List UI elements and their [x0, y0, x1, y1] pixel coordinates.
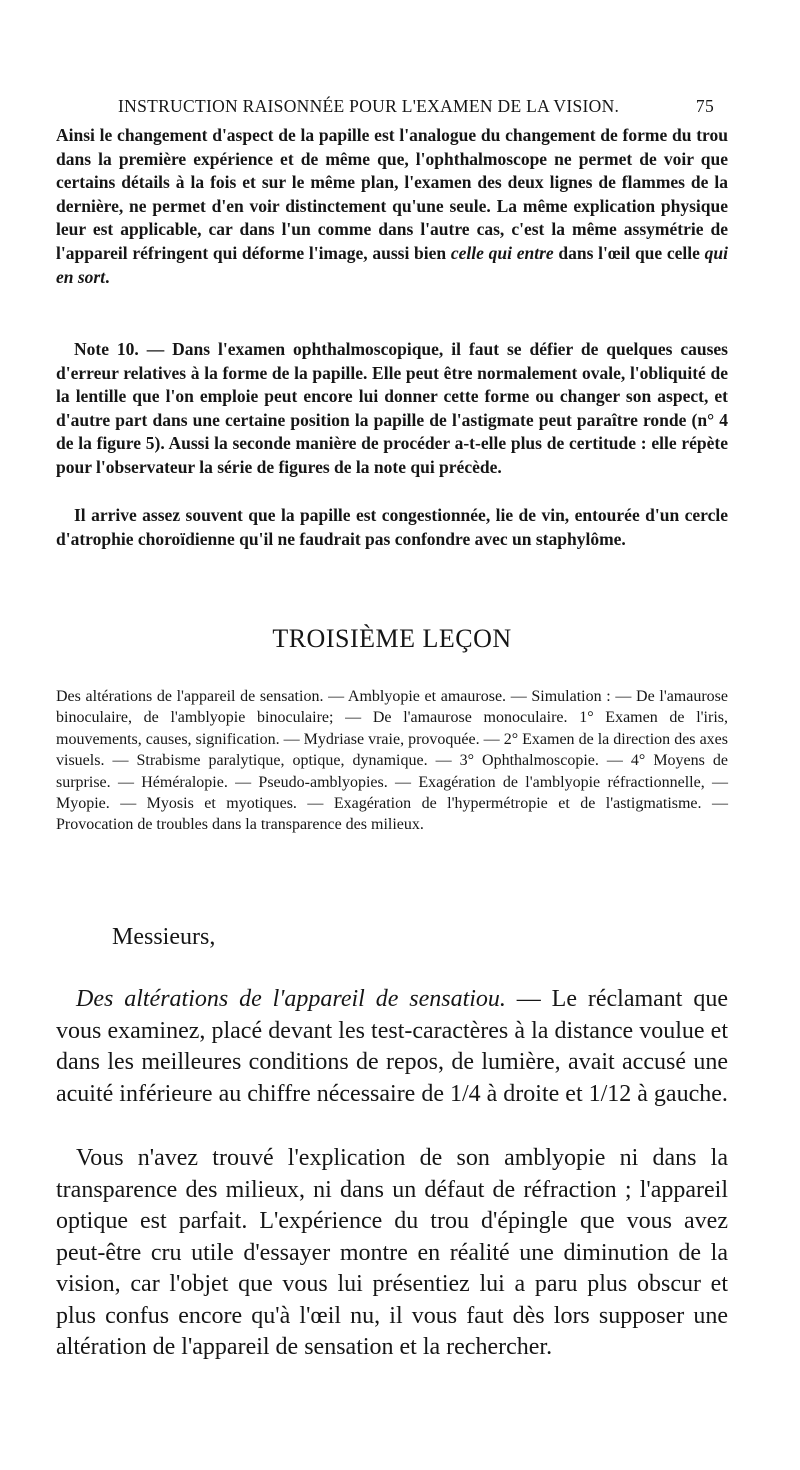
body-paragraph-2	[56, 1143, 728, 1364]
running-title: INSTRUCTION RAISONNÉE POUR L'EXAMEN DE LA VISION.	[118, 96, 620, 116]
note-10-text: Note 10. — Dans l'examen ophthalmoscopique, il faut se défier de quelques causes d'erreur relatives à la forme de la papille. Elle peut être normalement ovale, l'obliquité de la lentille que l'on emploie peut encore lui donner cette forme ou changer son aspect, et d'autre part dans une certaine position la papille de l'astigmate peut paraître ronde (n° 4 de la figure 5). Aussi la seconde manière de procéder a-t-elle plus de certitude : elle répète pour l'observateur la série de figures de la note qui précède.	[56, 339, 728, 477]
section-lead-title: Des altérations de l'appareil de sensatiou.	[76, 986, 506, 1012]
intro-text	[56, 124, 728, 289]
intro-text-c: .	[105, 266, 110, 287]
body-paragraph-1-text	[56, 984, 728, 1110]
page-number: 75	[695, 96, 714, 116]
lesson-summary: Des altérations de l'appareil de sensation. — Amblyopie et amaurose. — Simulation : — De l'amaurose binoculaire, de l'amblyopie binoculaire; — De l'amaurose monoculaire. 1° Examen de l'iris, mouvements, causes, signification. — Mydriase vraie, provoquée. — 2° Examen de la direction des axes visuels. — Strabisme paralytique, optique, dynamique. — 3° Ophthalmoscopie. — 4° Moyens de surprise. — Héméralopie. — Pseudo-amblyopies. — Exagération de l'amblyopie réfractionnelle, — Myopie. — Myosis et myotiques. — Exagération de l'hypermétropie et de l'astigmatisme. — Provocation de troubles dans la transparence des milieux.	[56, 688, 728, 834]
body-paragraph-1	[56, 984, 728, 1110]
lesson-title: TROISIÈME LEÇON	[272, 624, 512, 653]
intro-italic-1: celle qui entre	[450, 242, 554, 263]
intro-paragraph	[56, 124, 728, 289]
intro-text-a: Ainsi le changement d'aspect de la papille est l'analogue du changement de forme du trou dans la première expérience et de même que, l'ophthalmoscope ne permet de voir que certains détails à la fois et sur le même plan, l'examen des deux lignes de flammes de la dernière, ne permet d'en voir distinctement qu'une seule. La même explication physique leur est applicable, car dans l'un comme dans l'autre cas, c'est la même assymétrie de l'appareil réfringent qui déforme l'image, aussi bien	[56, 125, 728, 263]
intro-text-b: dans l'œil que celle	[553, 242, 705, 263]
greeting: Messieurs,	[112, 924, 216, 950]
body-paragraph-2-text: Vous n'avez trouvé l'explication de son amblyopie ni dans la transparence des milieux, ni dans un défaut de réfraction ; l'appareil optique est parfait. L'expérience du trou d'épingle que vous avez peut-être cru utile d'essayer montre en réalité une diminution de la vision, car l'objet que vous lui présentiez lui a paru plus obscur et plus confus encore qu'à l'œil nu, il vous faut dès lors supposer une altération de l'appareil de sensation et la rechercher.	[56, 1145, 728, 1360]
intro-italic-2: qui en sort	[56, 242, 729, 287]
running-header	[118, 96, 714, 117]
papille-paragraph	[56, 504, 728, 551]
papille-text: Il arrive assez souvent que la papille est congestionnée, lie de vin, entourée d'un cercle d'atrophie choroïdienne qu'il ne faudrait pas confondre avec un staphylôme.	[56, 505, 728, 549]
note-10-paragraph	[56, 338, 728, 480]
body-paragraph-1-rest: — Le réclamant que vous examinez, placé devant les test-caractères à la distance voulue et dans les meilleures conditions de repos, de lumière, avait accusé une acuité inférieure au chiffre nécessaire de 1/4 à droite et 1/12 à gauche.	[56, 986, 728, 1107]
